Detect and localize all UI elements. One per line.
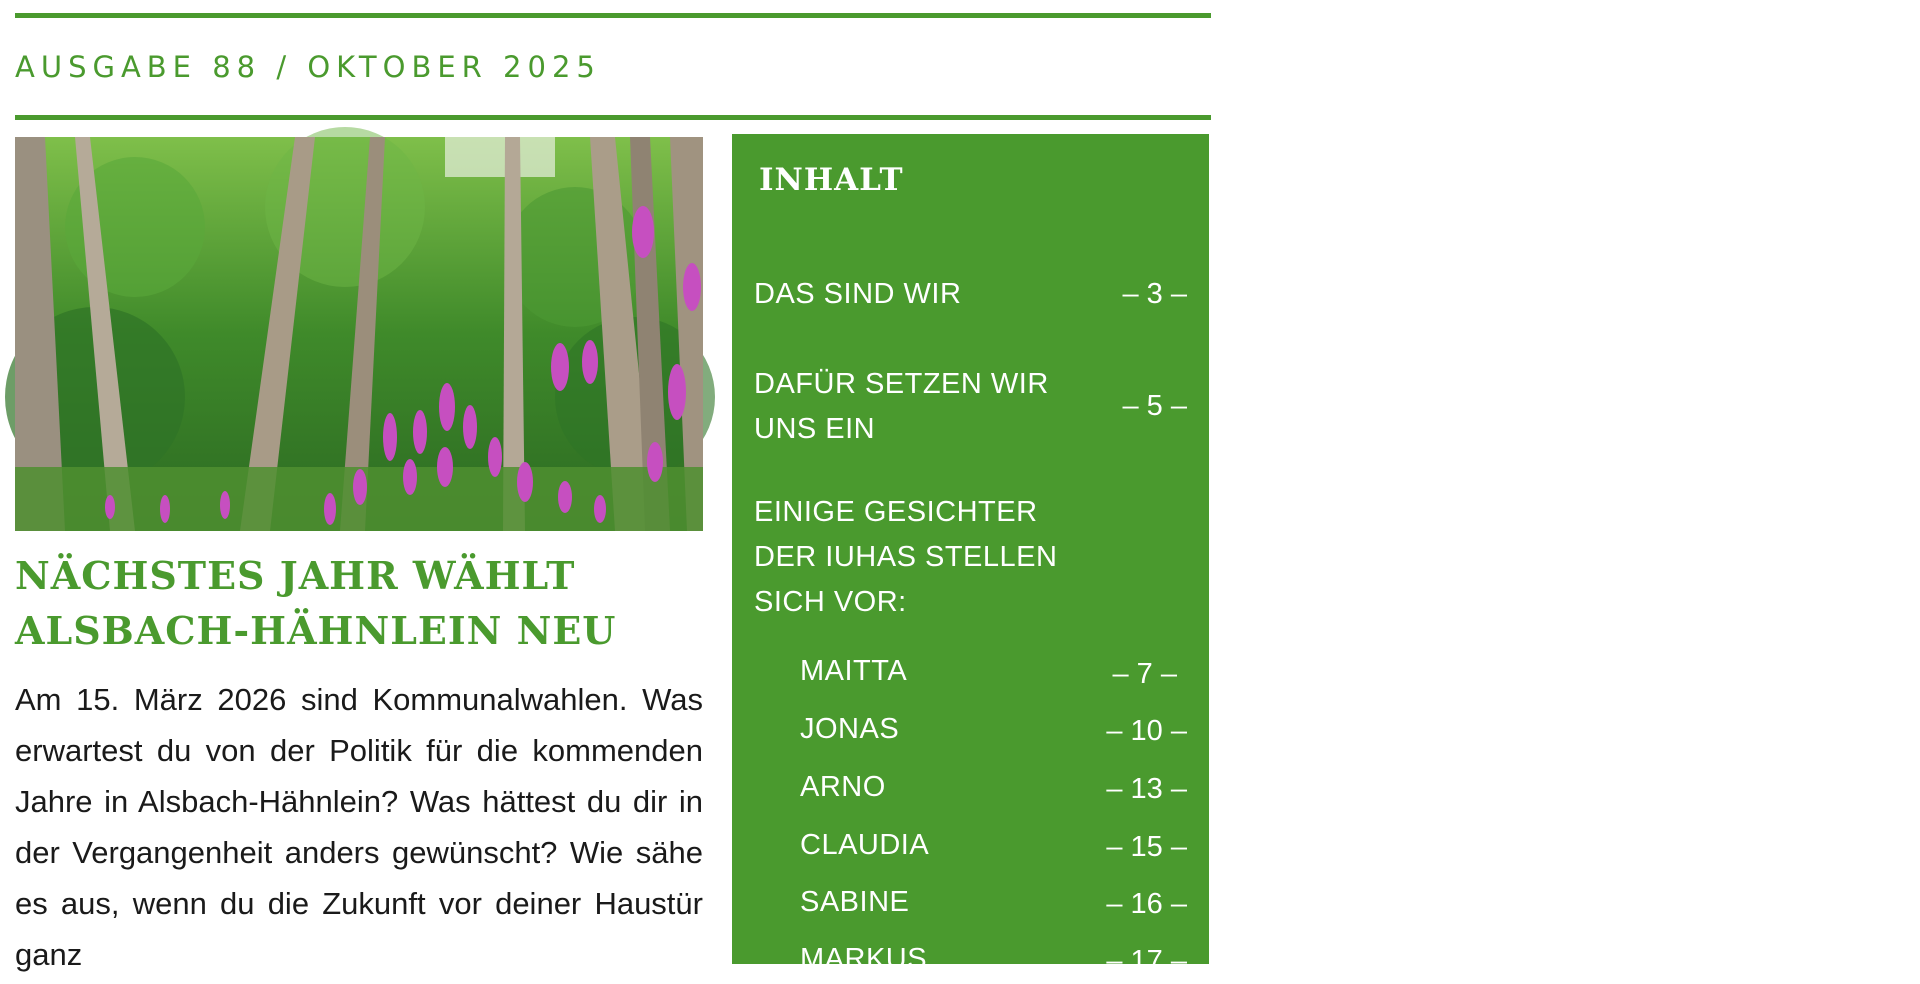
forest-photo [15,137,703,531]
toc-subentry-page: – 17 – [1106,945,1187,977]
top-rule [15,13,1211,18]
toc-subentry-label: JONAS [800,713,900,745]
toc-entry-page: – 5 – [1122,390,1187,422]
toc-subentry-label: MARKUS [800,943,928,975]
toc-title: INHALT [759,162,904,198]
toc-subentry-page: – 15 – [1106,831,1187,863]
toc-subentry-label: MAITTA [800,655,908,687]
toc-subentry-label: ARNO [800,771,886,803]
toc-entry-label: EINIGE GESICHTER DER IUHAS STELLEN SICH VOR: [754,496,1058,618]
table-of-contents [732,134,1209,977]
toc-subentry-label: CLAUDIA [800,829,930,861]
toc-subentry-label: SABINE [800,886,910,918]
toc-subentry-page: – 7 – [1112,658,1177,690]
header-rule [15,115,1211,120]
article-body: Am 15. März 2026 sind Kommunalwahlen. Was erwartest du von der Politik für die kommenden Jahre in Alsbach-Hähnlein? Was hättest du dir in der Vergangenheit anders gewünscht? Wie sähe es aus, wenn du die Zukunft vor deiner Haustür ganz [15,682,703,972]
toc-subentry-page: – 13 – [1106,773,1187,805]
article-headline: NÄCHSTES JAHR WÄHLT ALSBACH-HÄHNLEIN NEU [15,553,617,653]
toc-subentry-page: – 16 – [1106,888,1187,920]
toc-entry-label: DAS SIND WIR [754,278,962,310]
toc-subentry-page: – 10 – [1106,715,1187,747]
toc-entry-page: – 3 – [1122,278,1187,310]
issue-line: AUSGABE 88 / OKTOBER 2025 [15,50,601,84]
toc-entry-label: DAFÜR SETZEN WIR UNS EIN [754,368,1049,445]
